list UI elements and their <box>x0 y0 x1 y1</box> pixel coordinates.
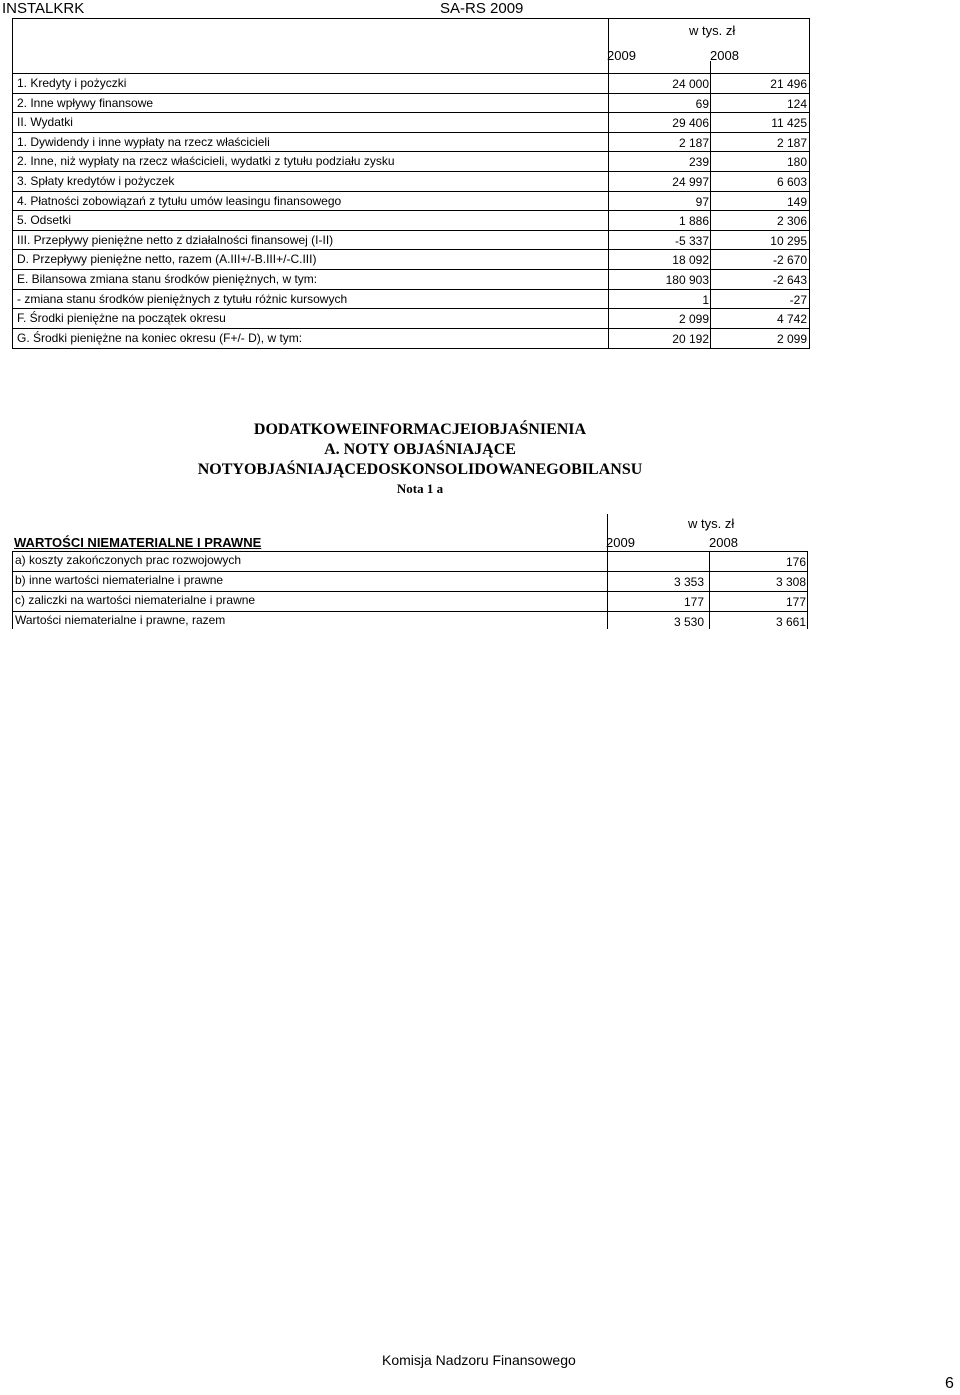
unit-label: w tys. zł <box>689 23 736 38</box>
value-2008: 3 661 <box>775 615 806 629</box>
value-2008: 4 742 <box>776 312 807 327</box>
cash-flow-table <box>12 18 810 349</box>
row-label: III. Przepływy pieniężne netto z działalności finansowej (I-II) <box>17 232 334 247</box>
year-current: 2009 <box>606 535 635 550</box>
value-2008: -2 643 <box>772 273 807 287</box>
row-label: 1. Kredyty i pożyczki <box>17 76 127 90</box>
value-2009: 1 886 <box>678 214 709 229</box>
notes-title: DODATKOWEINFORMACJEIOBJAŚNIENIA <box>253 421 587 438</box>
intangible-assets-table <box>12 514 808 629</box>
value-2009: 29 406 <box>672 116 709 131</box>
row-label: D. Przepływy pieniężne netto, razem (A.III+/-B.III+/-C.III) <box>17 252 317 267</box>
value-2009: 3 530 <box>673 615 704 629</box>
table-row <box>13 191 809 211</box>
row-label: a) koszty zakończonych prac rozwojowych <box>15 553 242 567</box>
value-2009: 2 099 <box>678 312 709 327</box>
table-row <box>13 171 809 191</box>
value-2008: 6 603 <box>776 175 807 189</box>
year-current: 2009 <box>607 48 636 63</box>
row-label: 2. Inne, niż wypłaty na rzecz właścicieli, wydatki z tytułu podziału zysku <box>17 154 395 169</box>
value-2008: 11 425 <box>771 116 807 131</box>
row-label: 4. Płatności zobowiązań z tytułu umów leasingu finansowego <box>17 193 342 208</box>
value-2009: 97 <box>695 194 709 209</box>
value-2008: 176 <box>785 555 806 569</box>
table-row <box>13 73 809 93</box>
table-row <box>12 611 808 631</box>
row-label: 5. Odsetki <box>17 213 72 228</box>
table-row <box>13 230 809 250</box>
value-2008: 2 187 <box>776 135 807 150</box>
value-2009: 18 092 <box>672 253 709 268</box>
table-row <box>12 551 808 571</box>
table-row <box>13 132 809 152</box>
value-2009: 1 <box>702 292 709 307</box>
table-title: WARTOŚCI NIEMATERIALNE I PRAWNE <box>14 535 262 550</box>
table-row <box>12 591 808 611</box>
table-row <box>13 210 809 230</box>
value-2008: 2 306 <box>776 214 807 229</box>
value-2008: 3 308 <box>775 575 806 589</box>
value-2008: 21 496 <box>770 77 807 91</box>
value-2008: 180 <box>786 155 807 170</box>
year-prior: 2008 <box>709 535 738 550</box>
value-2008: -27 <box>789 292 807 307</box>
value-2009: -5 337 <box>674 233 709 248</box>
header-report: SA-RS 2009 <box>440 0 524 17</box>
year-prior: 2008 <box>710 48 739 63</box>
value-2008: 10 295 <box>770 233 807 248</box>
value-2008: 124 <box>786 96 807 111</box>
row-label: 3. Spłaty kredytów i pożyczek <box>17 174 175 188</box>
notes-subtitle: A. NOTY OBJAŚNIAJĄCE <box>324 441 516 458</box>
row-label: F. Środki pieniężne na początek okresu <box>17 311 226 326</box>
page-number: 6 <box>945 1375 954 1392</box>
value-2009: 177 <box>683 595 704 609</box>
row-label: 2. Inne wpływy finansowe <box>17 95 154 110</box>
value-2008: 2 099 <box>776 331 807 346</box>
footer-text: Komisja Nadzoru Finansowego <box>382 1352 576 1368</box>
note-number: Nota 1 a <box>396 481 444 496</box>
table-row <box>13 151 809 171</box>
table-row <box>13 112 809 132</box>
table-row <box>13 328 809 348</box>
value-2009: 3 353 <box>673 575 704 589</box>
table-row <box>13 289 809 309</box>
notes-section-title: NOTYOBJAŚNIAJĄCEDOSKONSOLIDOWANEGOBILANSU <box>197 461 643 478</box>
header-company: INSTALKRK <box>2 0 85 17</box>
value-2009: 24 997 <box>672 175 709 189</box>
row-label: G. Środki pieniężne na koniec okresu (F+/- D), w tym: <box>17 330 303 345</box>
row-label: Wartości niematerialne i prawne, razem <box>15 613 226 627</box>
value-2008: -2 670 <box>772 253 807 268</box>
value-2009: 239 <box>688 155 709 170</box>
row-label: II. Wydatki <box>17 115 73 130</box>
table-row <box>13 308 809 328</box>
row-label: E. Bilansowa zmiana stanu środków pieniężnych, w tym: <box>17 272 318 286</box>
value-2009: 2 187 <box>678 135 709 150</box>
row-label: c) zaliczki na wartości niematerialne i prawne <box>15 593 256 607</box>
value-2009: 180 903 <box>665 273 709 287</box>
value-2009: 20 192 <box>672 331 709 346</box>
value-2009: 69 <box>695 96 709 111</box>
value-2009: 24 000 <box>672 77 709 91</box>
table-row <box>13 249 809 269</box>
row-label: b) inne wartości niematerialne i prawne <box>15 573 224 587</box>
row-label: - zmiana stanu środków pieniężnych z tytułu różnic kursowych <box>17 291 348 306</box>
value-2008: 149 <box>786 194 807 209</box>
table-row <box>12 571 808 591</box>
table-row <box>13 93 809 113</box>
table-row <box>13 269 809 289</box>
row-label: 1. Dywidendy i inne wypłaty na rzecz właścicieli <box>17 134 270 149</box>
unit-label: w tys. zł <box>688 516 735 531</box>
value-2008: 177 <box>785 595 806 609</box>
